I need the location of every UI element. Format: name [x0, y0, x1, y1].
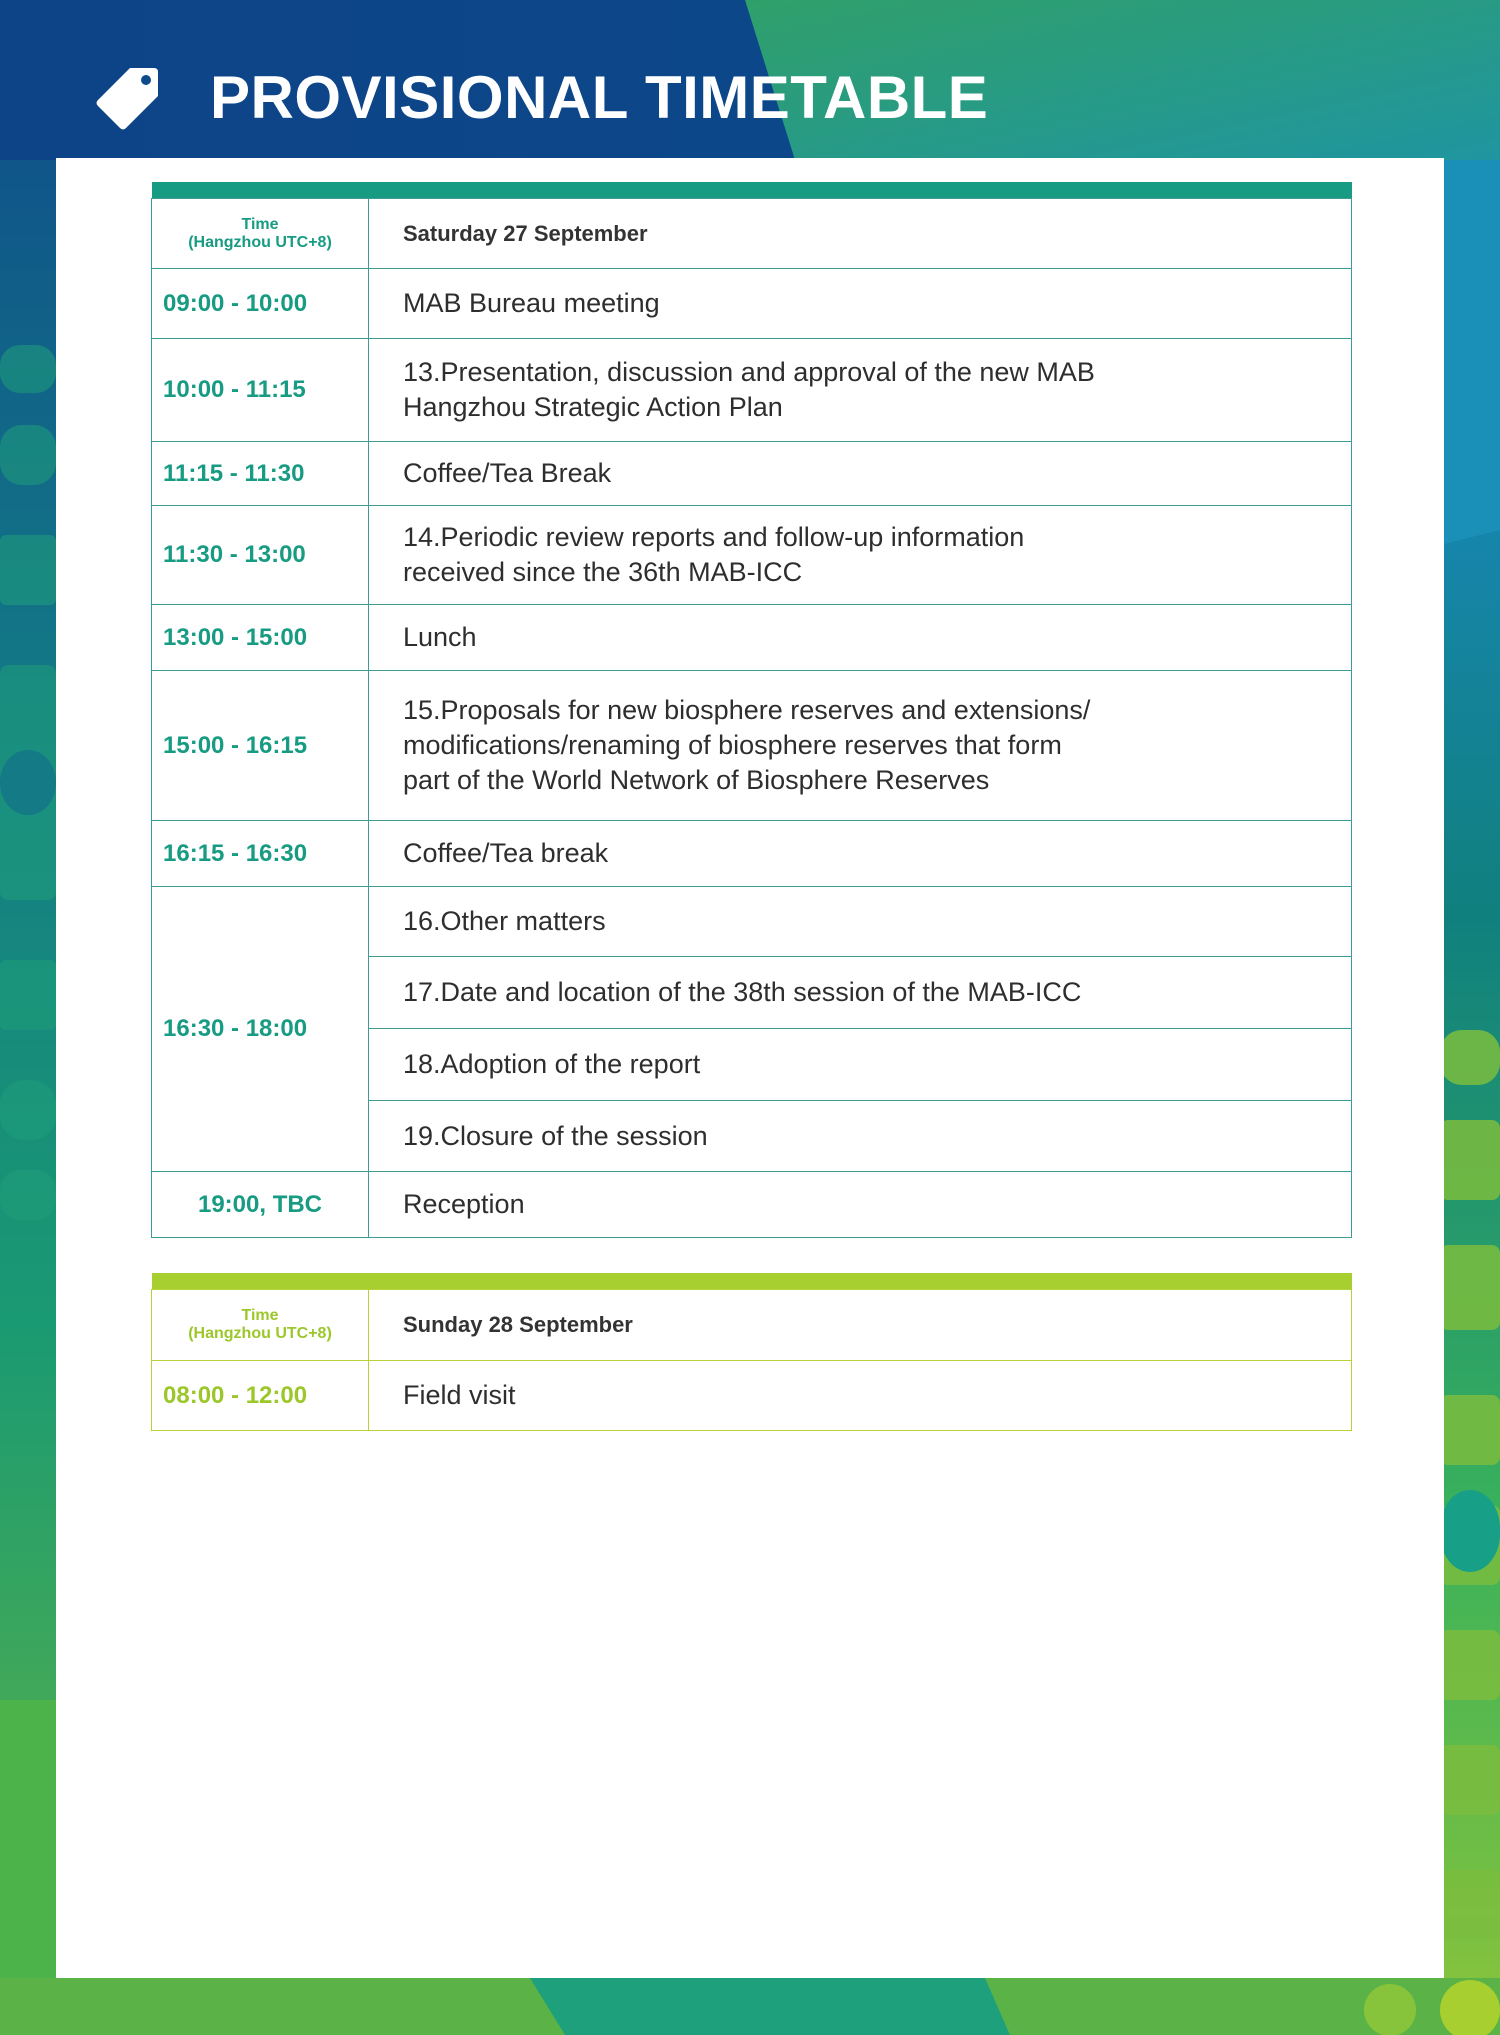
agenda-item-line: 19.Closure of the session: [403, 1120, 708, 1151]
agenda-item: [369, 506, 1352, 605]
agenda-item: [369, 269, 1352, 339]
agenda-item-line: 17.Date and location of the 38th session of the MAB-ICC: [403, 977, 1082, 1007]
time-slot: 19:00, TBC: [152, 1172, 369, 1238]
time-slot: 11:15 - 11:30: [152, 442, 369, 506]
time-slot: 16:15 - 16:30: [152, 821, 369, 887]
table-row: [152, 605, 1352, 671]
tag-icon: [92, 60, 164, 132]
agenda-item: [369, 1101, 1352, 1172]
agenda-item: [369, 1172, 1352, 1238]
table-header-row: [152, 1290, 1352, 1361]
time-header-label: Time: [241, 1307, 279, 1324]
agenda-item: [369, 339, 1352, 442]
time-slot: 15:00 - 16:15: [152, 671, 369, 821]
time-header-label: Time: [241, 215, 279, 233]
time-zone-label: (Hangzhou UTC+8): [188, 1325, 332, 1342]
agenda-item-line: 16.Other matters: [403, 906, 606, 936]
agenda-item-line: 15.Proposals for new biosphere reserves and extensions/: [403, 695, 1091, 725]
time-slot: 09:00 - 10:00: [152, 269, 369, 339]
time-slot: 10:00 - 11:15: [152, 339, 369, 442]
agenda-item: [369, 1029, 1352, 1101]
timetable-panel: [56, 158, 1444, 1978]
sunday-timetable: [151, 1273, 1352, 1431]
agenda-item-line: 13.Presentation, discussion and approval of the new MAB: [403, 357, 1095, 387]
saturday-accent-bar: [152, 182, 1352, 199]
table-row: [152, 269, 1352, 339]
table-row: [152, 1361, 1352, 1431]
agenda-item-line: Reception: [403, 1189, 525, 1219]
agenda-item: [369, 887, 1352, 957]
saturday-timetable: [151, 182, 1352, 1238]
time-slot: 13:00 - 15:00: [152, 605, 369, 671]
agenda-item-line: MAB Bureau meeting: [403, 288, 660, 318]
time-slot: 11:30 - 13:00: [152, 506, 369, 605]
agenda-item-line: received since the 36th MAB-ICC: [403, 557, 803, 587]
day-header: Sunday 28 September: [369, 1290, 1352, 1361]
agenda-item: [369, 605, 1352, 671]
table-row: [152, 887, 1352, 957]
agenda-item-line: 14.Periodic review reports and follow-up information: [403, 522, 1025, 552]
agenda-item: [369, 1361, 1352, 1431]
agenda-item-line: Coffee/Tea Break: [403, 458, 612, 488]
page-header: [0, 0, 1500, 158]
page-title: PROVISIONAL TIMETABLE: [210, 64, 989, 131]
day-header: Saturday 27 September: [369, 199, 1352, 269]
table-row: [152, 442, 1352, 506]
agenda-item-line: Hangzhou Strategic Action Plan: [403, 392, 783, 422]
table-header-row: [152, 199, 1352, 269]
time-slot: 08:00 - 12:00: [152, 1361, 369, 1431]
time-column-header: [152, 1290, 369, 1361]
sunday-accent-bar: [152, 1273, 1352, 1290]
agenda-item-line: Lunch: [403, 622, 477, 652]
table-row: [152, 506, 1352, 605]
table-row: [152, 821, 1352, 887]
time-zone-label: (Hangzhou UTC+8): [188, 233, 332, 251]
time-column-header: [152, 199, 369, 269]
agenda-item: [369, 671, 1352, 821]
table-row: [152, 671, 1352, 821]
agenda-item-line: part of the World Network of Biosphere Reserves: [403, 765, 990, 795]
agenda-item: [369, 821, 1352, 887]
time-slot: 16:30 - 18:00: [152, 887, 369, 1172]
agenda-item-line: 18.Adoption of the report: [403, 1049, 701, 1079]
agenda-item-line: Field visit: [403, 1380, 516, 1410]
agenda-item-line: Coffee/Tea break: [403, 838, 609, 868]
agenda-item: [369, 957, 1352, 1029]
table-row: [152, 339, 1352, 442]
agenda-item-line: modifications/renaming of biosphere reserves that form: [403, 730, 1062, 760]
table-row: [152, 1172, 1352, 1238]
agenda-item: [369, 442, 1352, 506]
